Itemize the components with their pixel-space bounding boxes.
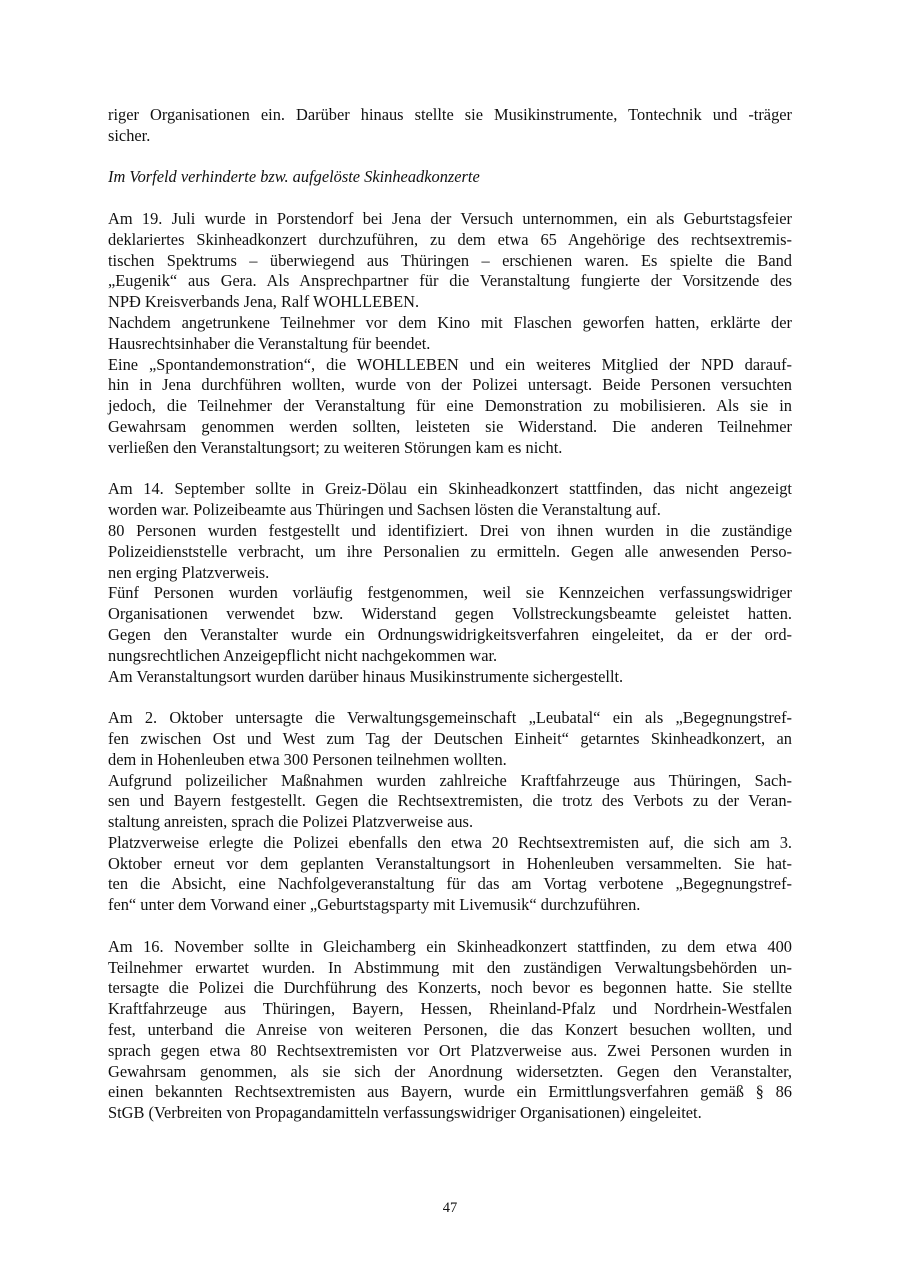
text-line: tersagte die Polizei die Durchführung des Konzerts, noch bevor es begonnen hatte. Sie stellte: [108, 978, 792, 998]
text-line: Hausrechtsinhaber die Veranstaltung für beendet.: [108, 333, 431, 353]
text-line: Kraftfahrzeuge aus Thüringen, Bayern, Hessen, Rheinland-Pfalz und Nordrhein-Westfalen: [108, 999, 792, 1019]
paragraph-gap: [108, 459, 792, 480]
text-line: Eine „Spontandemonstration“, die WOHLLEBEN und ein weiteres Mitglied der NPD darauf-: [108, 354, 792, 374]
text-line: hin in Jena durchführen wollten, wurde von der Polizei untersagt. Beide Personen versuchten: [108, 375, 792, 395]
text-line: Gewahrsam genommen werden sollten, leisteten sie Widerstand. Die anderen Teilnehmer: [108, 416, 792, 436]
text-line: StGB (Verbreiten von Propagandamitteln verfassungswidriger Organisationen) eingeleitet.: [108, 1103, 702, 1123]
text-line: fen zwischen Ost und West zum Tag der Deutschen Einheit“ getarntes Skinheadkonzert, an: [108, 728, 792, 748]
text-line: jedoch, die Teilnehmer der Veranstaltung für eine Demonstration zu mobilisieren. Als sie in: [108, 396, 792, 416]
text-line: sicher.: [108, 125, 151, 145]
paragraph-gap: [108, 687, 792, 708]
text-line: Gewahrsam genommen, als sie sich der Anordnung widersetzten. Gegen den Veranstalter,: [108, 1061, 792, 1081]
text-line: Am Veranstaltungsort wurden darüber hinaus Musikinstrumente sichergestellt.: [108, 666, 624, 686]
text-line: sprach gegen etwa 80 Rechtsextremisten vor Ort Platzverweise aus. Zwei Personen wurden in: [108, 1040, 792, 1060]
text-line: tischen Spektrums – überwiegend aus Thüringen – erschienen waren. Es spielte die Band: [108, 250, 792, 270]
paragraph-gap: [108, 147, 792, 168]
text-line: Am 2. Oktober untersagte die Verwaltungsgemeinschaft „Leubatal“ ein als „Begegnungstref-: [108, 708, 792, 728]
text-line: Organisationen verwendet bzw. Widerstand gegen Vollstreckungsbeamte geleistet hatten.: [108, 604, 792, 624]
text-line: worden war. Polizeibeamte aus Thüringen und Sachsen lösten die Veranstaltung auf.: [108, 500, 661, 520]
text-line: NPÐ Kreisverbands Jena, Ralf WOHLLEBEN.: [108, 292, 420, 312]
paragraph: [108, 479, 792, 687]
text-line: staltung anreisten, sprach die Polizei Platzverweise aus.: [108, 812, 474, 832]
text-line: nen erging Platzverweis.: [108, 562, 270, 582]
text-line: Aufgrund polizeilicher Maßnahmen wurden zahlreiche Kraftfahrzeuge aus Thüringen, Sach-: [108, 770, 792, 790]
text-line: Nachdem angetrunkene Teilnehmer vor dem Kino mit Flaschen geworfen hatten, erklärte der: [108, 312, 792, 332]
text-line: Am 16. November sollte in Gleichamberg ein Skinheadkonzert stattfinden, zu dem etwa 400: [108, 936, 792, 956]
body-text: [108, 105, 792, 1124]
paragraph: [108, 209, 792, 459]
text-line: Polizeidienststelle verbracht, um ihre Personalien zu ermitteln. Gegen alle anwesenden Perso-: [108, 541, 792, 561]
paragraph-gap: [108, 916, 792, 937]
text-line: „Eugenik“ aus Gera. Als Ansprechpartner für die Veranstaltung fungierte der Vorsitzende des: [108, 271, 792, 291]
text-line: verließen den Veranstaltungsort; zu weiteren Störungen kam es nicht.: [108, 437, 563, 457]
text-line: Teilnehmer erwartet wurden. In Abstimmung mit den zuständigen Verwaltungsbehörden un-: [108, 957, 792, 977]
paragraph-gap: [108, 188, 792, 209]
text-line: Oktober erneut vor dem geplanten Veranstaltungsort in Hohenleuben versammelten. Sie hat-: [108, 853, 792, 873]
paragraph: [108, 105, 792, 147]
text-line: deklariertes Skinheadkonzert durchzuführen, zu dem etwa 65 Angehörige des rechtsextremis-: [108, 229, 792, 249]
text-line: einen bekannten Rechtsextremisten aus Bayern, wurde ein Ermittlungsverfahren gemäß § 86: [108, 1082, 792, 1102]
text-line: 80 Personen wurden festgestellt und identifiziert. Drei von ihnen wurden in die zuständige: [108, 520, 792, 540]
paragraph: [108, 937, 792, 1124]
text-line: ten die Absicht, eine Nachfolgeveranstaltung für das am Vortag verbotene „Begegnungstref-: [108, 874, 792, 894]
text-line: dem in Hohenleuben etwa 300 Personen teilnehmen wollten.: [108, 749, 507, 769]
page-number: 47: [442, 1200, 458, 1216]
text-line: riger Organisationen ein. Darüber hinaus stellte sie Musikinstrumente, Tontechnik und -träger: [108, 105, 792, 124]
paragraph: [108, 708, 792, 916]
text-line: Im Vorfeld verhinderte bzw. aufgelöste Skinheadkonzerte: [108, 167, 480, 187]
text-line: Fünf Personen wurden vorläufig festgenommen, weil sie Kennzeichen verfassungswidriger: [108, 583, 792, 603]
text-line: Am 14. September sollte in Greiz-Dölau ein Skinheadkonzert stattfinden, das nicht angezeigt: [108, 479, 792, 499]
text-line: sen und Bayern festgestellt. Gegen die Rechtsextremisten, die trotz des Verbots zu der Veran-: [108, 791, 792, 811]
text-line: Platzverweise erlegte die Polizei ebenfalls den etwa 20 Rechtsextremisten auf, die sich am 3.: [108, 832, 792, 852]
text-line: fest, unterband die Anreise von weiteren Personen, die das Konzert besuchen wollten, und: [108, 1020, 792, 1040]
text-line: Am 19. Juli wurde in Porstendorf bei Jena der Versuch unternommen, ein als Geburtstagsfeier: [108, 208, 792, 228]
text-line: Gegen den Veranstalter wurde ein Ordnungswidrigkeitsverfahren eingeleitet, da er der ord-: [108, 624, 792, 644]
section-heading: [108, 167, 792, 188]
text-line: fen“ unter dem Vorwand einer „Geburtstagsparty mit Livemusik“ durchzuführen.: [108, 895, 641, 915]
text-line: nungsrechtlichen Anzeigepflicht nicht nachgekommen war.: [108, 645, 498, 665]
